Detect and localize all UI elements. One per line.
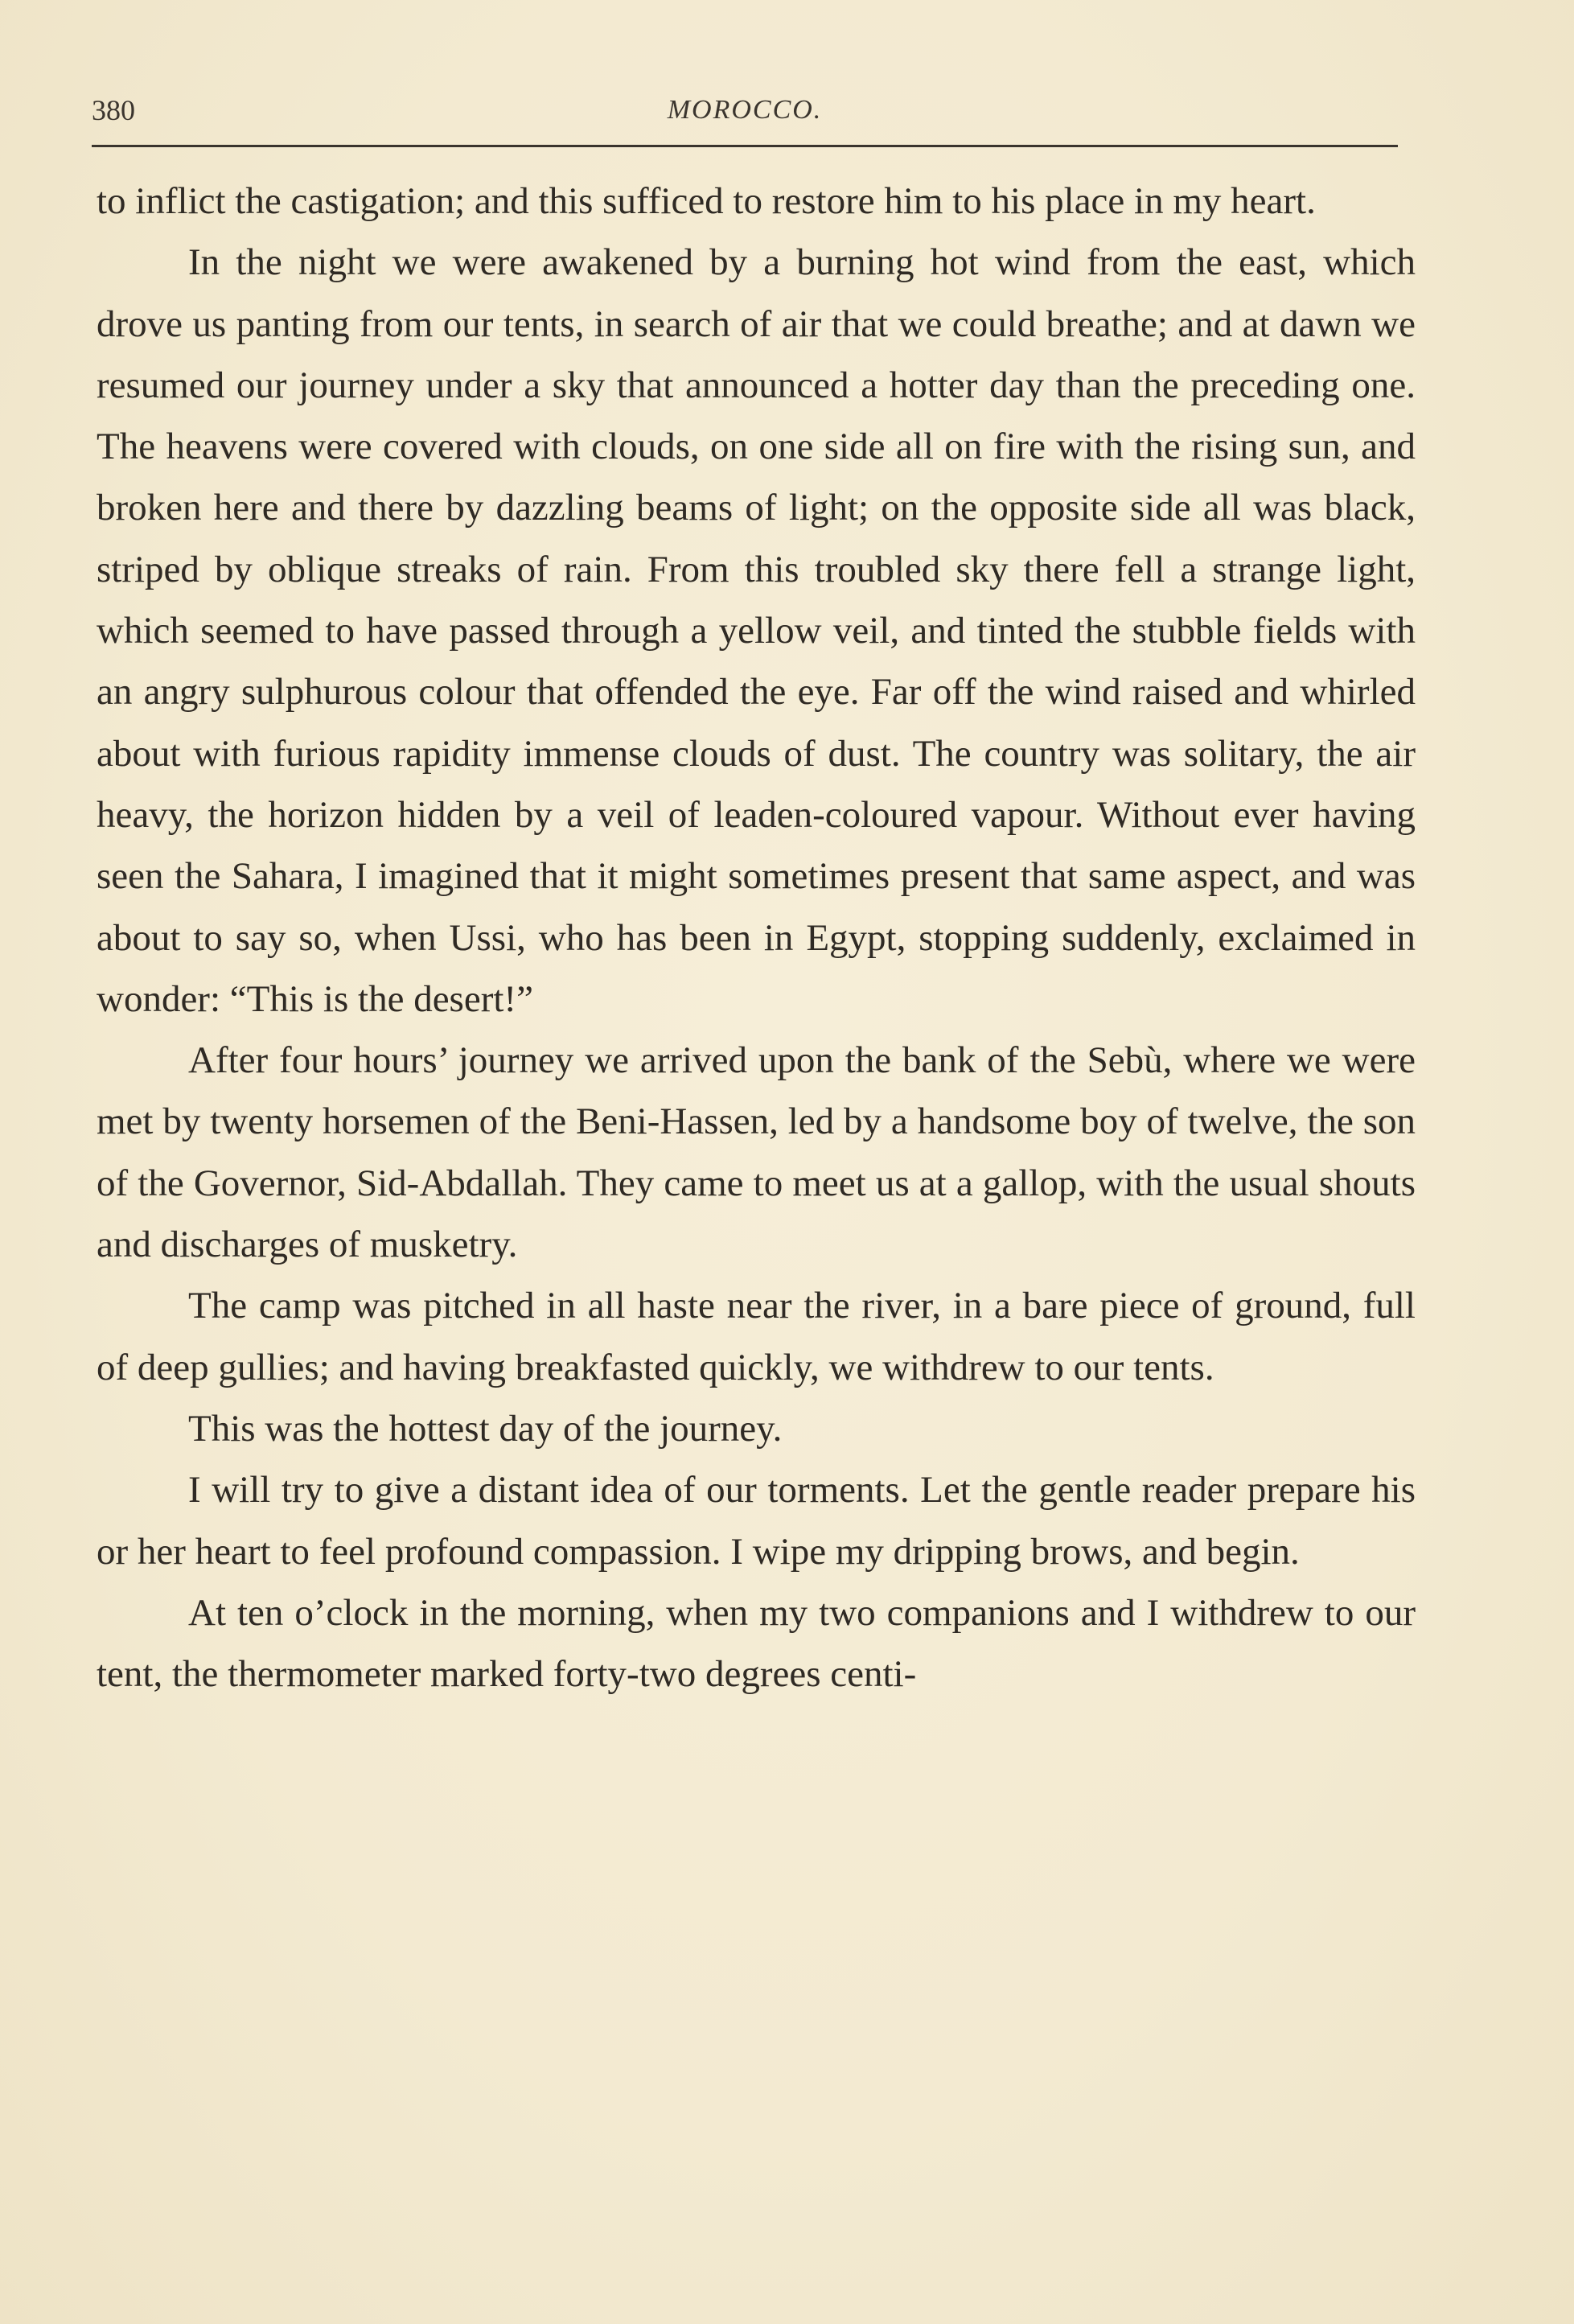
- page-header: [92, 90, 1398, 130]
- paragraph-continued: to inflict the castigation; and this sufficed to restore him to his place in my heart.: [97, 180, 1316, 222]
- header-rule: [92, 145, 1398, 147]
- paragraph: In the night we were awakened by a burning hot wind from the east, which drove us panting from our tents, in search of air that we could breathe; and at dawn we resumed our journey under a sky that announced a hotter day than the preceding one. The heavens were covered with clouds, on one side all on fire with the rising sun, and broken here and there by dazzling beams of light; on the opposite side all was black, striped by oblique streaks of rain. From this troubled sky there fell a strange light, which seemed to have passed through a yellow veil, and tinted the stubble fields with an angry sulphurous colour that offended the eye. Far off the wind raised and whirled about with furious rapidity immense clouds of dust. The country was solitary, the air heavy, the horizon hidden by a veil of leaden-coloured vapour. Without ever having seen the Sahara, I imagined that it might sometimes present that same aspect, and was about to say so, when Ussi, who has been in Egypt, stopping suddenly, exclaimed in wonder: “This is the desert!”: [97, 241, 1416, 1020]
- paragraph: After four hours’ journey we arrived upon the bank of the Sebù, where we were met by twenty horsemen of the Beni-Hassen, led by a handsome boy of twelve, the son of the Governor, Sid-Abdallah. They came to meet us at a gallop, with the usual shouts and discharges of musketry.: [97, 1039, 1416, 1266]
- paragraph: This was the hottest day of the journey.: [188, 1407, 783, 1450]
- running-title: MOROCCO.: [667, 95, 823, 125]
- paragraph: I will try to give a distant idea of our torments. Let the gentle reader prepare his or her heart to feel profound compassion. I wipe my dripping brows, and begin.: [97, 1469, 1416, 1573]
- paragraph: At ten o’clock in the morning, when my two companions and I withdrew to our tent, the thermometer marked forty-two degrees centi-: [97, 1591, 1416, 1696]
- body-text: [97, 171, 1416, 1705]
- page-number: 380: [92, 94, 135, 126]
- paragraph: The camp was pitched in all haste near the river, in a bare piece of ground, full of deep gullies; and having breakfasted quickly, we withdrew to our tents.: [97, 1285, 1416, 1388]
